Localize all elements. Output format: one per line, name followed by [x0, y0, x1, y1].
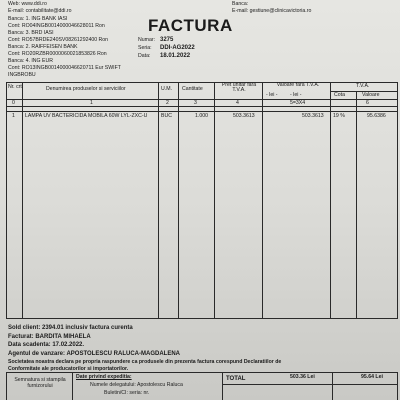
col-header-valoare: Valoare fara T.V.A. — [276, 82, 320, 88]
numar-label: Numar: — [138, 37, 156, 43]
col-header-pret-lei: - lei - — [266, 92, 278, 98]
bank-line: Banca: 3. BRD IASI — [8, 30, 54, 36]
bank-line: Cont: RO57BRDE240SV08261292400 Ron — [8, 37, 109, 43]
col-header-valoare-lei: - lei - — [290, 92, 302, 98]
row-um: BUC — [161, 113, 172, 119]
total-label: TOTAL — [226, 376, 246, 382]
row-pret: 503.3613 — [233, 113, 255, 119]
facturat: Facturat: BARDITA MIHAELA — [8, 334, 91, 340]
numele-delegatului: Numele delegatului: Apostolescu Raluca — [90, 382, 183, 388]
agent-vanzare: Agentul de vanzare: APOSTOLESCU RALUCA-MAGDALENA — [8, 351, 181, 357]
invoice-title: FACTURA — [148, 16, 233, 35]
right-banca: Banca: — [232, 1, 249, 7]
index-cell: 1 — [90, 100, 93, 106]
semnatura-furnizor: Semnatura si stampila furnizorului — [14, 377, 66, 390]
bank-line: Cont: RO04INGB0014000046628011 Ron — [8, 23, 105, 29]
index-cell: 5=3X4 — [290, 100, 306, 106]
email-right: E-mail: gestiune@clinicavictoria.ro — [232, 8, 312, 14]
row-nr: 1 — [12, 113, 15, 119]
bank-line: INGBROBU — [8, 72, 36, 78]
bank-line: Cont: RO13INGB0014000046620711 Eur SWIFT — [8, 65, 121, 71]
col-header-um: U.M. — [161, 86, 172, 92]
row-valoare: 503.3613 — [302, 113, 324, 119]
bank-line: Banca: 2. RAIFFEISEN BANK — [8, 44, 78, 50]
index-cell: 0 — [12, 100, 15, 106]
buletin-ci: Buletin/CI: seria: nr. — [104, 390, 150, 396]
seria-label: Seria: — [138, 45, 152, 51]
declaratie-line1: Societatea noastra declara pe propria raspundere ca produsele din prezenta factura corespund Declaratiilor de — [8, 359, 282, 365]
col-header-tva: T.V.A. — [356, 83, 370, 89]
col-header-cantitate: Cantitate — [182, 86, 203, 92]
col-header-cota: Cota — [334, 92, 345, 98]
col-header-pret: Pret unitar fara T.V.A. — [221, 82, 257, 94]
seria-value: DDI-AG2022 — [160, 45, 195, 51]
row-valoare-tva: 95.6386 — [367, 113, 386, 119]
col-header-denumire: Denumirea produselor si serviciilor — [46, 86, 126, 92]
date-expeditie: Date privind expeditia: — [76, 374, 132, 380]
col-header-valoare-tva: Valoare — [362, 92, 380, 98]
row-denumire: LAMPA UV BACTERICIDA MOBILA 60W LYL-ZXC-U — [25, 113, 148, 119]
web-address: Web: www.ddi.ro — [8, 1, 47, 7]
bank-line: Banca: 1. ING BANK IASI — [8, 16, 68, 22]
total-valoare: 503.36 Lei — [290, 374, 315, 380]
bank-line: Cont: RO20RZBR0000060021853826 Ron — [8, 51, 107, 57]
email-left: E-mail: contabilitate@ddi.ro — [8, 8, 72, 14]
data-value: 18.01.2022 — [160, 53, 191, 59]
sold-client: Sold client: 2394.01 inclusiv factura curenta — [8, 325, 133, 331]
index-cell: 3 — [194, 100, 197, 106]
total-tva: 95.64 Lei — [361, 374, 383, 380]
data-label: Data: — [138, 53, 151, 59]
row-cantitate: 1.000 — [195, 113, 208, 119]
index-cell: 2 — [166, 100, 169, 106]
bank-line: Banca: 4. ING EUR — [8, 58, 53, 64]
index-cell: 6 — [366, 100, 369, 106]
col-header-nr: Nr. crt. — [8, 84, 24, 90]
data-scadenta: Data scadenta: 17.02.2022. — [8, 342, 85, 348]
numar-value: 3275 — [160, 37, 174, 43]
index-cell: 4 — [236, 100, 239, 106]
declaratie-line2: Conformitate ale producatorilor si importatorilor. — [8, 366, 129, 372]
row-cota: 19 % — [333, 113, 345, 119]
